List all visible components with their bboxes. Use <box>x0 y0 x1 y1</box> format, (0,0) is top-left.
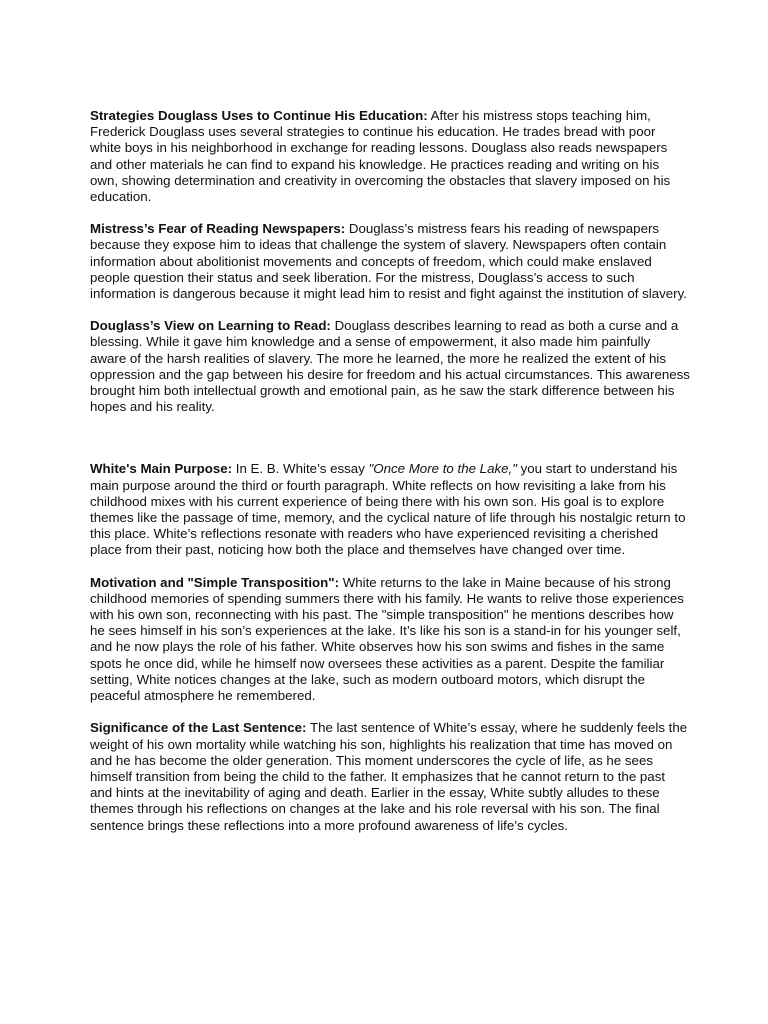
section-body: In E. B. White’s essay <box>232 461 369 477</box>
document-page <box>90 108 690 850</box>
section-body: After his mistress stops teaching him, Frederick Douglass uses several strategies to continue his education. He trades bread with poor white boys in his neighborhood in exchange for reading lessons. Douglass also reads newspapers and other materials he can find to expand his knowledge. He practices reading and writing on his own, showing determination and creativity in overcoming the obstacles that slavery imposed on his education. <box>90 108 671 205</box>
section-white-purpose <box>90 461 690 558</box>
section-heading: Douglass’s View on Learning to Read: <box>90 318 331 334</box>
section-body: Douglass describes learning to read as both a curse and a blessing. While it gave him knowledge and a sense of empowerment, it also made him painfully aware of the harsh realities of slavery. The more he learned, the more he realized the extent of his oppression and the gap between his desire for freedom and his actual circumstances. This awareness brought him both intellectual growth and emotional pain, as he saw the stark difference between his hopes and his reality. <box>90 318 690 415</box>
section-douglass-view <box>90 318 690 415</box>
section-mistress-fear <box>90 221 690 302</box>
section-douglass-strategies <box>90 108 690 205</box>
essay-title: "Once More to the Lake," <box>368 461 517 477</box>
section-heading: Significance of the Last Sentence: <box>90 720 307 736</box>
section-body: Douglass’s mistress fears his reading of newspapers because they expose him to ideas that challenge the system of slavery. Newspapers often contain information about abolitionist movements and concepts of freedom, which could make enslaved people question their status and seek liberation. For the mistress, Douglass’s access to such information is dangerous because it might lead him to resist and fight against the institution of slavery. <box>90 221 687 302</box>
section-heading: Strategies Douglass Uses to Continue His Education: <box>90 108 428 123</box>
section-body: The last sentence of White’s essay, where he suddenly feels the weight of his own mortality while watching his son, highlights his realization that time has moved on and he has become the older generation. This moment underscores the cycle of life, as he sees himself transition from being the child to the father. It emphasizes that he cannot return to the past and hints at the inevitability of aging and death. Earlier in the essay, White subtly alludes to these themes through his reflections on changes at the lake and his role reversal with his son. The final sentence brings these reflections into a more profound awareness of life’s cycles. <box>90 720 688 833</box>
section-heading: White's Main Purpose: <box>90 461 233 477</box>
section-motivation <box>90 575 690 705</box>
section-body: you start to understand his main purpose around the third or fourth paragraph. White reflects on how revisiting a lake from his childhood mixes with his current experience of being there with his own son. His goal is to explore themes like the passage of time, memory, and the cyclical nature of life through his nostalgic return to this place. White’s reflections resonate with readers who have experienced revisiting a cherished place from their past, noticing how both the place and themselves have changed over time. <box>90 461 686 558</box>
section-heading: Mistress’s Fear of Reading Newspapers: <box>90 221 346 237</box>
section-heading: Motivation and "Simple Transposition": <box>90 574 340 590</box>
section-last-sentence <box>90 720 690 833</box>
section-body: White returns to the lake in Maine because of his strong childhood memories of spending summers there with his family. He wants to relive those experiences with his own son, reconnecting with his past. The "simple transposition" he mentions describes how he sees himself in his son’s experiences at the lake. It’s like his son is a stand-in for his younger self, and he now plays the role of his father. White observes how his son swims and fishes in the same spots he once did, while he himself now oversees these activities as a parent. Despite the familiar setting, White notices changes at the lake, such as modern outboard motors, which disrupt the peaceful atmosphere he remembered. <box>90 574 684 704</box>
